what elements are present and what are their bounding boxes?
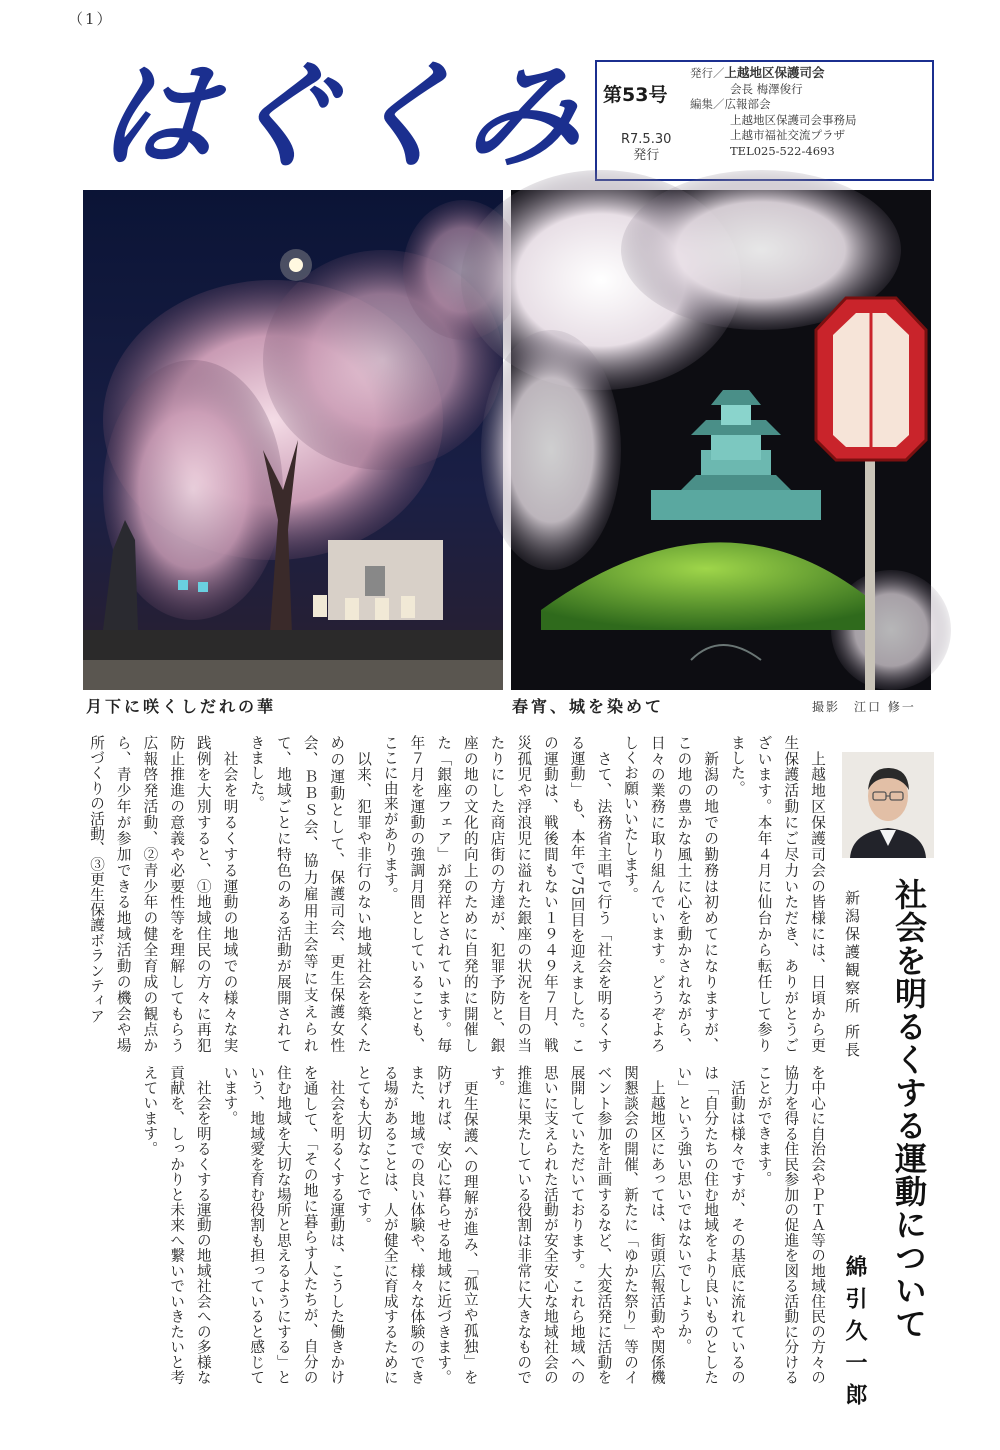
author-title: 新潟保護観察所 所長	[843, 890, 861, 1060]
editor-name: 広報部会	[724, 97, 771, 111]
article-headline: 社会を明るくする運動について	[890, 878, 928, 1340]
publisher-name: 上越地区保護司会	[724, 65, 825, 80]
left-photo-caption: 月下に咲くしだれの華	[86, 697, 277, 716]
issue-number: 第53号	[603, 84, 668, 106]
office-address: 上越市福祉交流プラザ	[730, 128, 845, 142]
issue-info-box	[595, 60, 934, 181]
masthead	[92, 49, 596, 184]
issue-date-suffix: 発行	[633, 148, 660, 163]
publisher-info	[690, 65, 857, 159]
article-body-lower: を中心に自治会やＰＴＡ等の地域住民の方々の協力を得る住民参加の促進を図る活動に分けることができます。 活動は様々ですが、その基底に流れているのは「自分たちの住む地域をより良いものとしたい」という強い思いではないでしょうか。 上越地区にあっては、街頭広報活動や関係機関懇談会の開催、新たに「ゆかた祭り」等のイベント参加を計画するなど、大変活発に活動を展開していただいております。これら地域への思いに支えられた活動が安全安心な地域社会の推進に果たしている役割は非常に大きなものです。 更生保護への理解が進み、「孤立や孤独」を防げれば、安心に暮らせる地域に近づきます。また、地域での良い体験や、様々な体験のできる場があることは、人が健全に育成するためにとても大切なことです。 社会を明るくする運動は、こうした働きかけを通して、「その地に暮らす人たちが、自分の住む地域を大切な場所と思えるようにする」という、地域愛を育む役割も担っていると感じています。 社会を明るくする運動の地域社会への多様な貢献を、しっかりと未来へ繋いでいきたいと考えています。	[141, 1065, 826, 1385]
issue-date	[621, 132, 671, 164]
castle-cherry-night-photo	[511, 190, 931, 690]
issue-date-value: R7.5.30	[621, 132, 672, 147]
article-body-upper: 上越地区保護司会の皆様には、日頃から更生保護活動にご尽力いただき、ありがとうございます。本年４月に仙台から転任して参りました。 新潟の地での勤務は初めてになりますが、この地の豊かな風土に心を動かされながら、日々の業務に取り組んでいます。どうぞよろしくお願いいたします。 さて、法務省主唱で行う「社会を明るくする運動」も、本年で75回目を迎えました。この運動は、戦後間もない１９４９年７月、戦災孤児や浮浪児に溢れた銀座の状況を目の当たりにした商店街の方達が、犯罪予防と、銀座の地の文化的向上のために自発的に開催した「銀座フェア」が発祥とされています。毎年７月を運動の強調月間としていることも、ここに由来があります。 以来、犯罪や非行のない地域社会を築くための運動として、保護司会、更生保護女性会、ＢＢＳ会、協力雇用主会等に支えられて、地域ごとに特色のある活動が展開されてきました。 社会を明るくする運動の地域での様々な実践例を大別すると、①地域住民の方々に再犯防止推進の意義や必要性等を理解してもらう広報啓発活動、②青少年の健全育成の観点から、青少年が参加できる地域活動の機会や場所づくりの活動、③更生保護ボランティア	[88, 735, 826, 1053]
page-number: （1）	[68, 10, 114, 28]
author-portrait-photo	[842, 752, 934, 858]
office-tel: TEL025-522-4693	[730, 143, 835, 158]
publisher-label: 発行／	[690, 66, 725, 80]
chair-name: 会長 梅澤俊行	[730, 81, 803, 96]
editor-label: 編集／	[690, 97, 725, 111]
right-photo-caption: 春宵、城を染めて	[512, 697, 665, 716]
photo-credit: 撮影 江口 修一	[812, 700, 916, 714]
masthead-title: はぐくみ	[92, 49, 596, 184]
weeping-cherry-night-photo	[83, 190, 503, 690]
office-name: 上越地区保護司会事務局	[730, 112, 857, 127]
author-name: 綿引久一郎	[842, 1255, 868, 1415]
